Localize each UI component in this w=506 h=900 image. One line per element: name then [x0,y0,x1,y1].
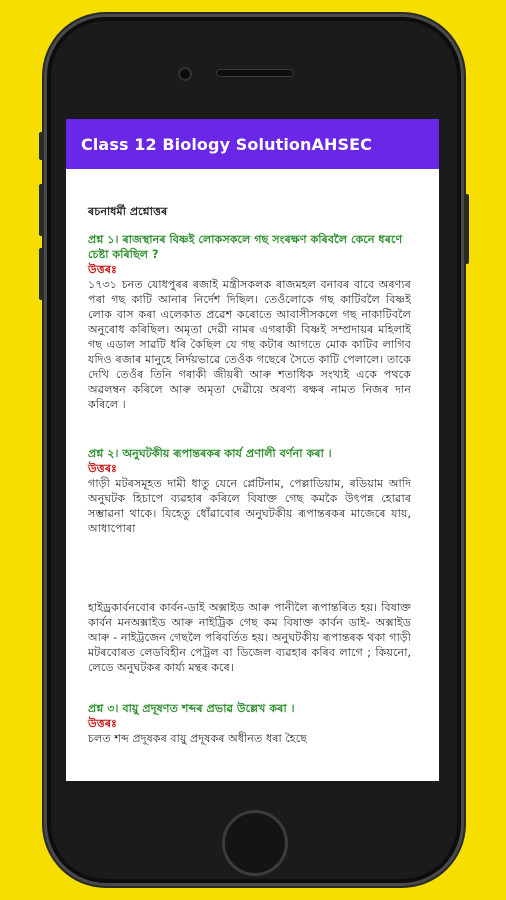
front-camera-icon [178,67,192,81]
question-text: প্ৰশ্ন ৩। বায়ু প্ৰদূষণত শব্দৰ প্ৰভাৱ উল্লেখ কৰা । [88,702,295,715]
app-title: Class 12 Biology SolutionAHSEC [81,134,372,154]
answer-text: চলত শব্দ প্ৰদূষকৰ বায়ু প্ৰদূষকৰ অধীনত ধৰা হৈছে [88,732,307,745]
content-scroll[interactable] [66,169,439,746]
answer-label: উত্তৰঃ [88,263,117,276]
qa-item-1 [88,232,411,412]
speaker-grille [216,69,294,77]
answer-text: গাড়ী মটৰসমূহত দামী ধাতু যেনে প্লেটিনাম, পেল্লাডিয়াম, ৰডিয়াম আদি অনুঘটক হিচাপে ব্যৱহাৰ কৰিলে বিষাক্ত গেছ কমকৈ উৎপন্ন হোৱাৰ সম্ভাৱনা থাকে। যিহেতু ধোঁৱাবোৰ অনুঘটকীয় ৰূপান্তৰকৰ মাজেৰে যায়, আধাপোৰা [88,477,411,535]
app-screen [66,119,439,781]
app-bar [66,119,439,169]
qa-item-2 [88,446,411,675]
power-button [465,194,469,264]
answer-label: উত্তৰঃ [88,462,117,475]
volume-down-button [39,248,43,300]
volume-up-button [39,184,43,236]
mute-switch [39,132,43,160]
question-text: প্ৰশ্ন ১। ৰাজস্থানৰ বিষ্ণই লোকসকলে গছ সংৰক্ষণ কৰিবলৈ কেনে ধৰণে চেষ্টা কৰিছিল ? [88,233,403,261]
question-text: প্ৰশ্ন ২। অনুঘটকীয় ৰূপান্তৰকৰ কাৰ্য প্ৰণালী বৰ্ণনা কৰা । [88,447,332,460]
answer-text-continued: হাইড্ৰকাৰ্বনবোৰ কাৰ্বন-ডাই অক্সাইড আৰু পানীলৈ ৰূপান্তৰিত হয়। বিষাক্ত কাৰ্বন মনঅক্সাইড আৰু নাইট্ৰিক গেছ কম বিষাক্ত কাৰ্বন ডাই- অক্সাইড আৰু - নাইট্ৰজেন গেছলৈ পৰিবৰ্তিত হয়। অনুঘটকীয় ৰূপান্তৰক থকা গাড়ী মটৰবোৰত লেডবিহীন পেট্ৰল বা ডিজেল ব্যৱহাৰ কৰিব লাগে ; কিয়নো, লেডে অনুঘটকৰ কাৰ্য্য মন্থৰ কৰে। [88,601,411,674]
answer-label: উত্তৰঃ [88,717,117,730]
home-button[interactable] [222,810,288,876]
qa-item-3 [88,701,411,746]
answer-text: ১৭৩১ চনত যোধপুৰৰ ৰজাই মন্ত্ৰীসকলক ৰাজমহল বনাবৰ বাবে অৰণ্যৰ পৰা গছ কাটি আনাৰ নিৰ্দেশ দিছিল। তেওঁলোকে গছ কাটিবলৈ বিষ্ণই লোক বাস কৰা এলেকাত প্ৰৱেশ কৰোতে আবাসীসকলে গছ নাকাটিবলৈ অনুৰোধ কৰিছিল। অমৃতা দেৱী নামৰ এগৰাকী বিষ্ণই সম্প্ৰদায়ৰ মহিলাই গছ এডাল সাৱটি ধৰি কৈছিল যে গছ কটাৰ আগতে মোক কাটিব লাগিব যদিও ৰজাৰ মানুহে নিৰ্দয়ভাৱে তেওঁক গছেৰে সৈতে কাটি পেলালে। তাকে দেখি তেওঁৰ তিনি গৰাকী জীয়ৰী আৰু শতাধিক সংখ্যই একে পথকে অৱলম্বন কৰিলে আৰু অমৃতা দেৱীয়ে অৰণ্য ৰক্ষৰ নামত নিজৰ দান কৰিলে । [88,278,411,411]
section-title: ৰচনাধৰ্মী প্ৰশ্নোত্তৰ [88,205,168,218]
